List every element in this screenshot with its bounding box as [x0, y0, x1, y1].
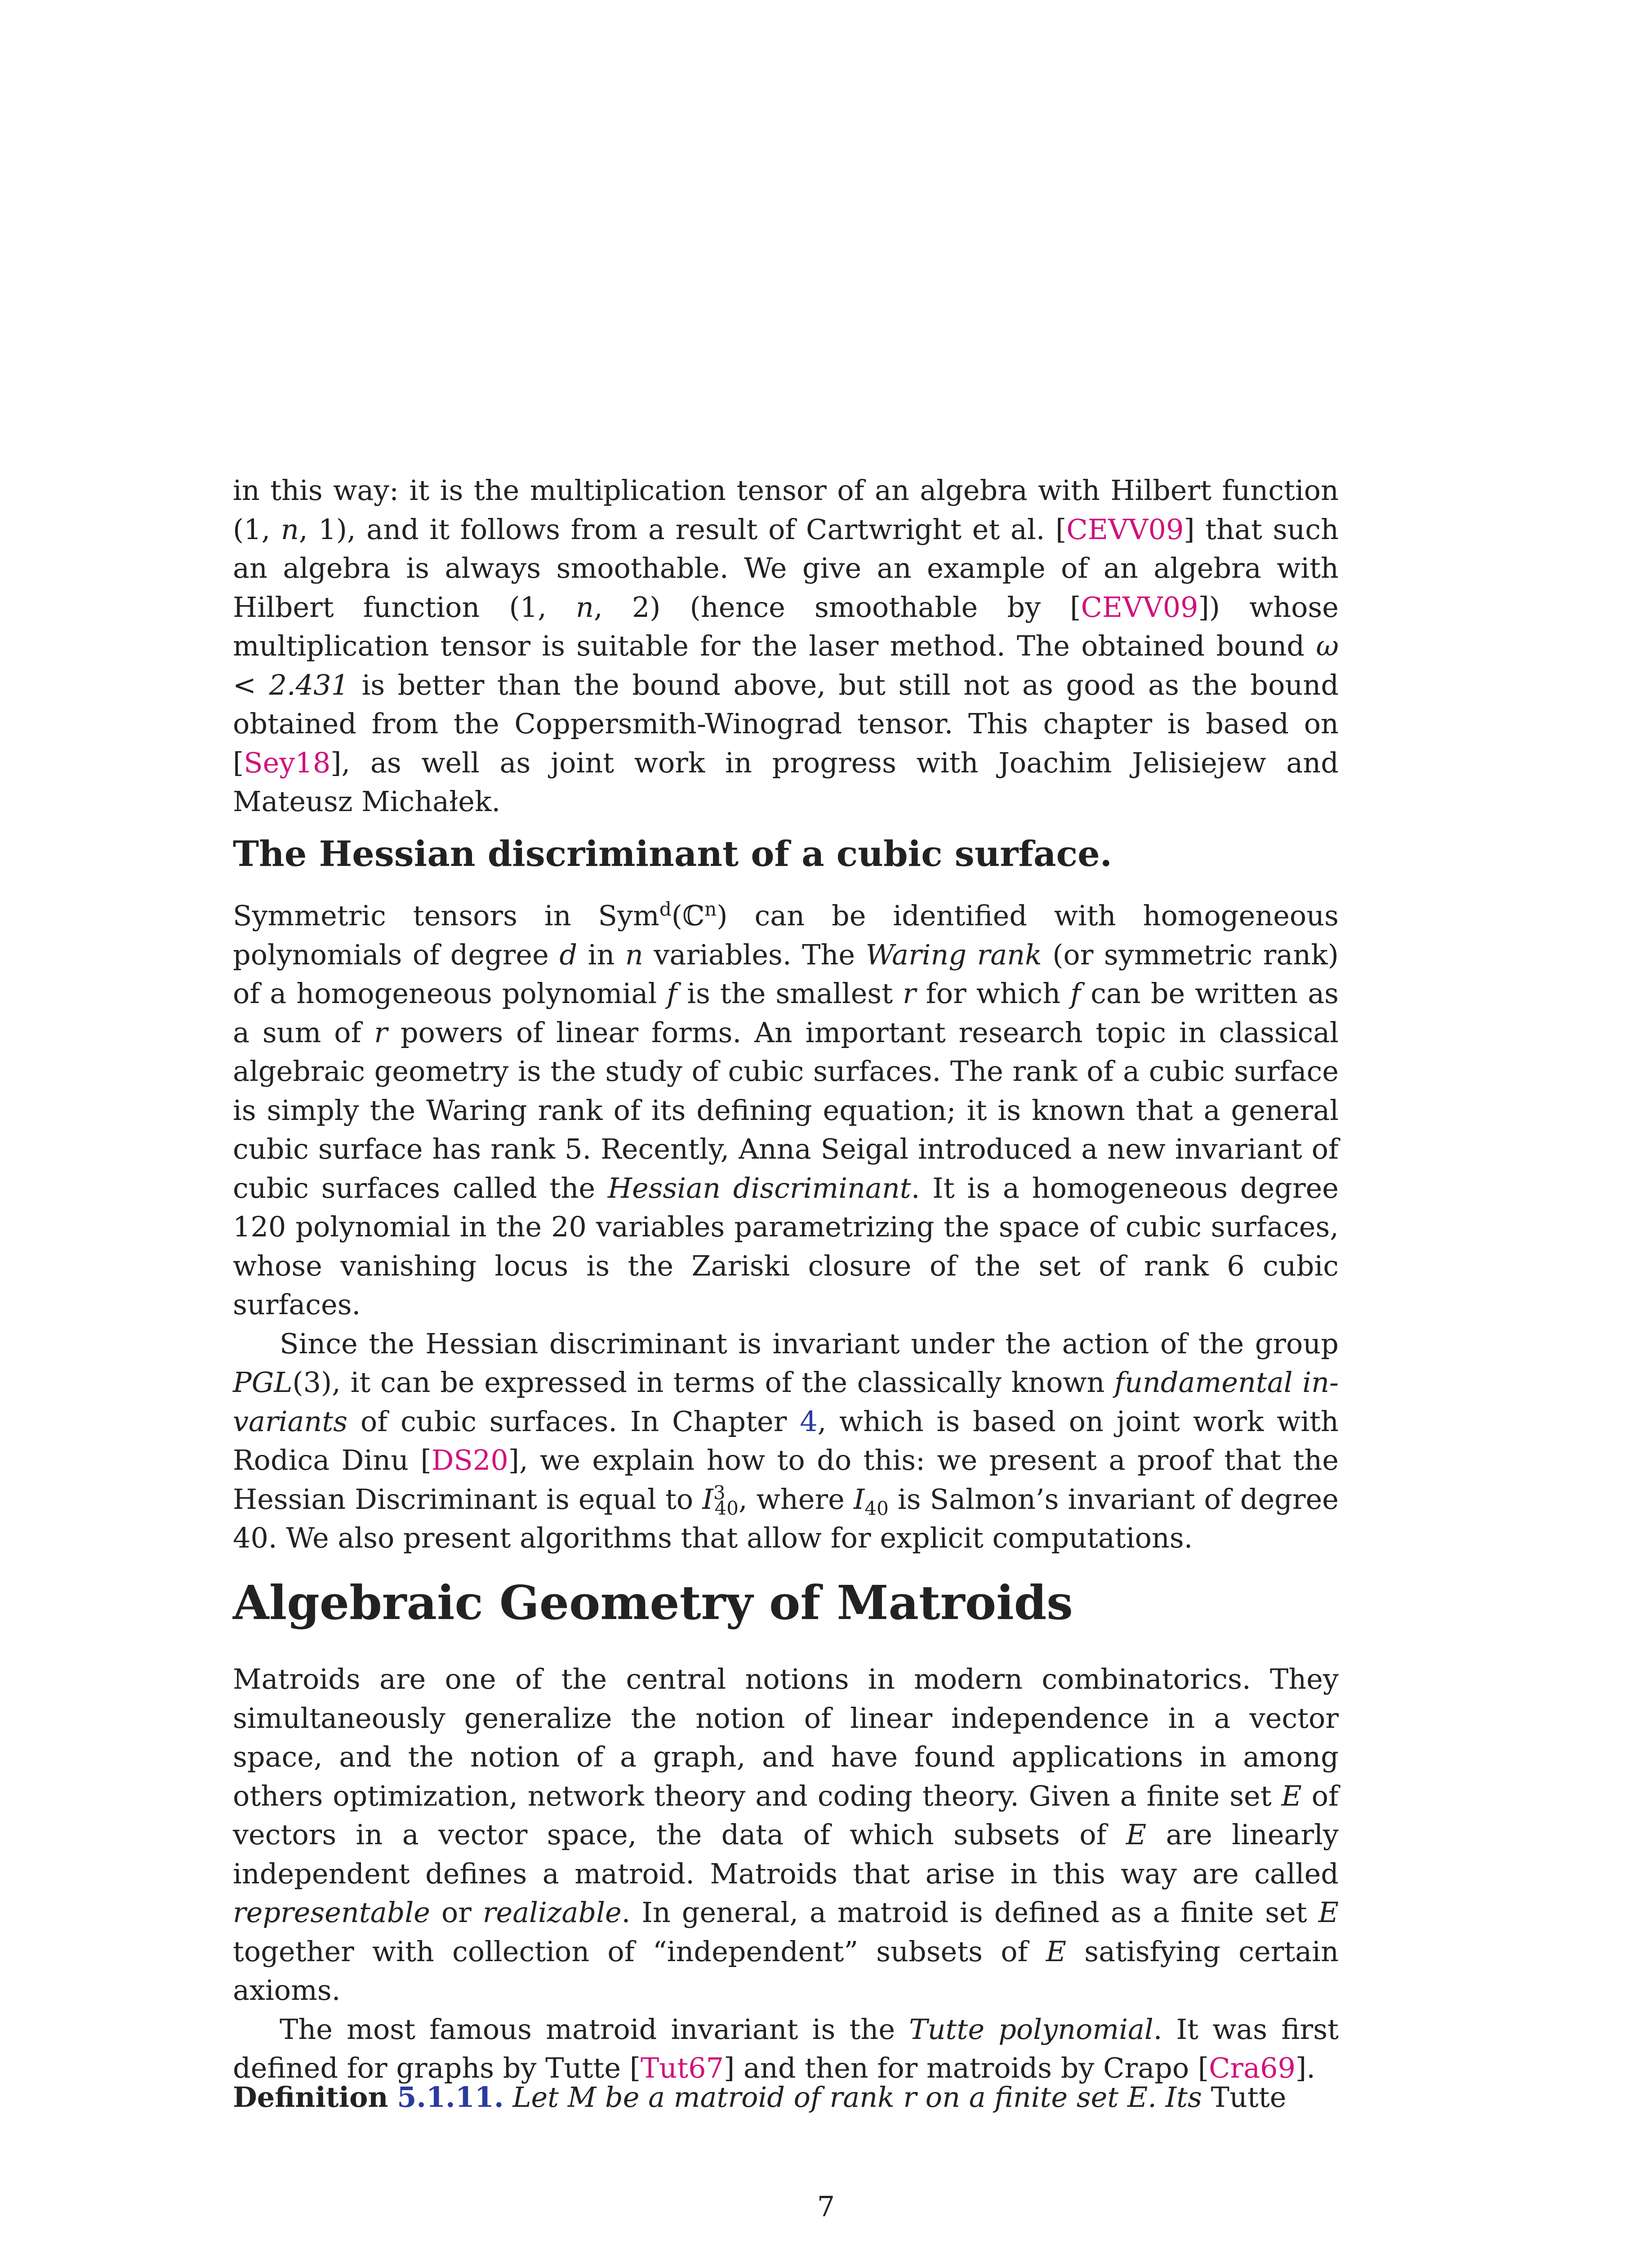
- definition-number-link[interactable]: 5.1.11.: [397, 2081, 504, 2114]
- hessian-paragraph-2: Since the Hessian discriminant is invariant under the action of the group PGL(3), it can be expressed in terms of the classically known fundamental invariants of cubic surfaces. In Chapter 4, which is based on joint work with Rodica Dinu [DS20], we explain how to do this: we present a proof that the Hessian Discriminant is equal to $I^3_{40}$, where $I_{40}$ is Salmon’s invariant of degree 40. We also present algorithms that allow for explicit computations.: [233, 1327, 1339, 1554]
- citation-link[interactable]: Sey18: [244, 746, 331, 779]
- definition-block: [233, 2078, 1339, 2117]
- hessian-paragraph-1: Symmetric tensors in Sym$^d$(ℂ$^n$) can be identified with homogeneous polynomials of degree d in n variables. The Waring rank (or symmetric rank) of a homogeneous polynomial f is the smallest r for which f can be written as a sum of r powers of linear forms. An important research topic in classical algebraic geometry is the study of cubic surfaces. The rank of a cubic surface is simply the Waring rank of its defining equation; it is known that a general cubic surface has rank 5. Recently, Anna Seigal introduced a new invariant of cubic surfaces called the Hessian discriminant. It is a homogeneous degree 120 polynomial in the 20 variables parametrizing the space of cubic surfaces, whose vanishing locus is the Zariski closure of the set of rank 6 cubic surfaces.: [233, 898, 1339, 1321]
- definition-label: Definition: [233, 2081, 388, 2114]
- page-number: 7: [817, 2190, 835, 2223]
- citation-link[interactable]: CEVV09: [1081, 590, 1198, 624]
- chapter-reference-link[interactable]: 4: [800, 1405, 818, 1438]
- definition-line: Definition 5.1.11. Let M be a matroid of rank r on a finite set E. Its Tutte: [233, 2081, 1287, 2114]
- hilbert-paragraph: in this way: it is the multiplication tensor of an algebra with Hilbert function (1, n, 1), and it follows from a result of Cartwright et al. [CEVV09] that such an algebra is always smoothable. We give an example of an algebra with Hilbert function (1, n, 2) (hence smoothable by [CEVV09]) whose multiplication tensor is suitable for the laser method. The obtained bound ω < 2.431 is better than the bound above, but still not as good as the bound obtained from the Coppersmith-Winograd tensor. This chapter is based on [Sey18], as well as joint work in progress with Joachim Jelisiejew and Mateusz Michałek.: [233, 474, 1339, 818]
- citation-link[interactable]: Tut67: [640, 2052, 724, 2084]
- omega-bound: ω < 2.431: [233, 629, 1339, 701]
- matroids-section-block: [233, 1660, 1339, 2088]
- intro-paragraph-block: [233, 471, 1339, 821]
- citation-link[interactable]: DS20: [431, 1444, 508, 1476]
- matroids-paragraph-1: Matroids are one of the central notions in modern combinatorics. They simultaneously generalize the notion of linear independence in a vector space, and the notion of a graph, and have found applications in among others optimization, network theory and coding theory. Given a finite set E of vectors in a vector space, the data of which subsets of E are linearly independent defines a matroid. Matroids that arise in this way are called representable or realizable. In general, a matroid is defined as a finite set E together with collection of “independent” subsets of E satisfying certain axioms.: [233, 1663, 1339, 2007]
- chapter-heading-matroids: Algebraic Geometry of Matroids: [233, 1575, 1073, 1630]
- hessian-section-block: [233, 897, 1339, 1558]
- section-heading-hessian: The Hessian discriminant of a cubic surface.: [233, 834, 1112, 874]
- citation-link[interactable]: CEVV09: [1066, 513, 1184, 546]
- citation-link[interactable]: Cra69: [1209, 2052, 1296, 2084]
- matroids-paragraph-2: The most famous matroid invariant is the Tutte polynomial. It was first defined for graphs by Tutte [Tut67] and then for matroids by Crapo [Cra69].: [233, 2012, 1339, 2084]
